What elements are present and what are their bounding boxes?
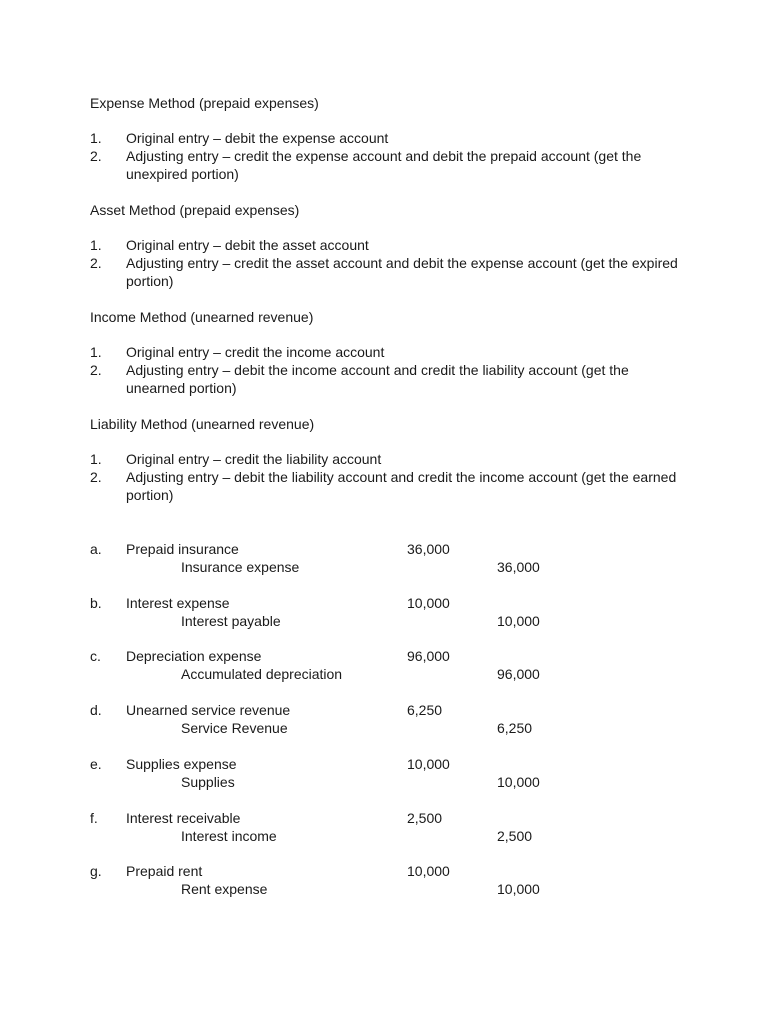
method-section-expense <box>90 94 690 183</box>
list-text: Adjusting entry – debit the income account and credit the liability account (get the unearned portion) <box>126 362 629 396</box>
list-item <box>90 147 690 183</box>
method-section-income <box>90 308 690 397</box>
list-text: Original entry – debit the asset account <box>126 237 369 253</box>
list-number: 1. <box>90 130 102 146</box>
entry-letter: d. <box>90 702 102 718</box>
debit-amount: 10,000 <box>407 595 450 611</box>
debit-account: Unearned service revenue <box>126 702 291 718</box>
method-section-liability <box>90 415 690 504</box>
method-section-asset <box>90 201 690 290</box>
debit-account: Prepaid insurance <box>126 541 239 557</box>
credit-amount: 36,000 <box>497 559 540 575</box>
debit-amount: 36,000 <box>407 541 450 557</box>
entry-letter: a. <box>90 541 102 557</box>
list-text: Adjusting entry – credit the expense account and debit the prepaid account (get the unexpired portion) <box>126 148 642 182</box>
debit-amount: 6,250 <box>407 702 443 718</box>
entry-letter: b. <box>90 595 102 611</box>
journal-entry <box>90 862 590 898</box>
list-text: Adjusting entry – debit the liability account and credit the income account (get the earned portion) <box>126 469 677 503</box>
debit-amount: 96,000 <box>407 648 450 664</box>
list-item <box>90 254 690 290</box>
list-item <box>90 361 690 397</box>
list-item <box>90 343 690 361</box>
section-heading: Expense Method (prepaid expenses) <box>90 95 319 111</box>
section-heading: Asset Method (prepaid expenses) <box>90 202 300 218</box>
credit-account: Accumulated depreciation <box>181 666 343 682</box>
journal-entry <box>90 594 590 630</box>
journal-entry <box>90 647 590 683</box>
debit-amount: 10,000 <box>407 756 450 772</box>
journal-entry <box>90 809 590 845</box>
numbered-list <box>90 236 690 290</box>
list-text: Adjusting entry – credit the asset account and debit the expense account (get the expired portion) <box>126 255 678 289</box>
list-item <box>90 129 690 147</box>
list-text: Original entry – debit the expense account <box>126 130 389 146</box>
entry-letter: f. <box>90 810 98 826</box>
list-text: Original entry – credit the income account <box>126 344 385 360</box>
list-number: 1. <box>90 237 102 253</box>
credit-account: Rent expense <box>181 881 268 897</box>
debit-account: Interest receivable <box>126 810 241 826</box>
list-item <box>90 450 690 468</box>
credit-account: Insurance expense <box>181 559 300 575</box>
entry-letter: g. <box>90 863 102 879</box>
debit-account: Supplies expense <box>126 756 237 772</box>
list-item <box>90 236 690 254</box>
credit-account: Service Revenue <box>181 720 288 736</box>
credit-account: Supplies <box>181 774 235 790</box>
debit-account: Prepaid rent <box>126 863 203 879</box>
credit-account: Interest income <box>181 828 277 844</box>
debit-account: Depreciation expense <box>126 648 262 664</box>
numbered-list <box>90 450 690 504</box>
list-number: 1. <box>90 344 102 360</box>
list-number: 2. <box>90 469 102 485</box>
credit-amount: 10,000 <box>497 613 540 629</box>
section-heading: Income Method (unearned revenue) <box>90 309 314 325</box>
journal-entry <box>90 755 590 791</box>
credit-amount: 2,500 <box>497 828 533 844</box>
list-item <box>90 468 690 504</box>
entry-letter: c. <box>90 648 101 664</box>
credit-account: Interest payable <box>181 613 281 629</box>
journal-entry <box>90 701 590 737</box>
numbered-list <box>90 343 690 397</box>
list-number: 2. <box>90 362 102 378</box>
credit-amount: 10,000 <box>497 881 540 897</box>
list-number: 2. <box>90 148 102 164</box>
list-text: Original entry – credit the liability account <box>126 451 382 467</box>
credit-amount: 96,000 <box>497 666 540 682</box>
list-number: 2. <box>90 255 102 271</box>
credit-amount: 6,250 <box>497 720 533 736</box>
debit-account: Interest expense <box>126 595 230 611</box>
journal-entry <box>90 540 590 576</box>
numbered-list <box>90 129 690 183</box>
debit-amount: 10,000 <box>407 863 450 879</box>
entry-letter: e. <box>90 756 102 772</box>
debit-amount: 2,500 <box>407 810 443 826</box>
section-heading: Liability Method (unearned revenue) <box>90 416 315 432</box>
credit-amount: 10,000 <box>497 774 540 790</box>
list-number: 1. <box>90 451 102 467</box>
